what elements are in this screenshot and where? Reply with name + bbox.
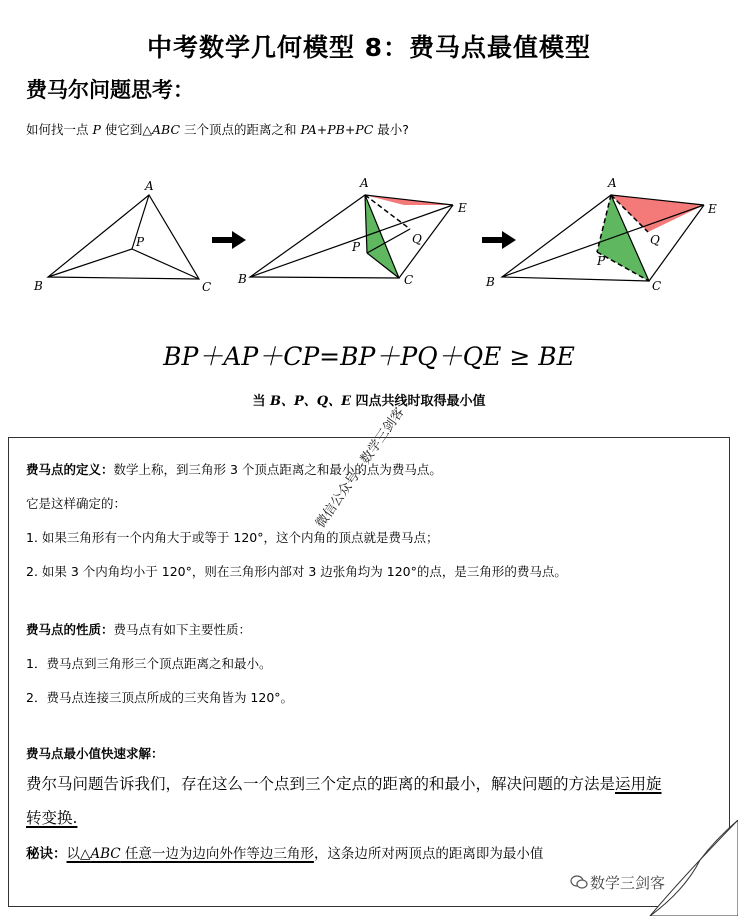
- label-C: C: [202, 280, 212, 294]
- label-B: B: [34, 279, 43, 293]
- question-text: 如何找一点 P 使它到△ABC 三个顶点的距离之和 PA+PB+PC 最小?: [26, 122, 409, 137]
- label-P: P: [352, 240, 361, 254]
- label-A: A: [608, 176, 617, 190]
- arrow-right-icon: [212, 231, 246, 249]
- label-P: P: [597, 254, 606, 268]
- brand-name: 数学三剑客: [590, 874, 666, 892]
- formula: BP＋AP＋CP=BP＋PQ＋QE ≥ BE: [163, 342, 575, 371]
- figure-1: [33, 179, 211, 294]
- label-E: E: [458, 201, 467, 215]
- triangle-figures: [0, 165, 738, 305]
- label-A: A: [360, 176, 369, 190]
- page-title: 中考数学几何模型 8：费马点最值模型: [146, 33, 592, 62]
- property-1: 1．费马点到三角形三个顶点距离之和最小。: [26, 656, 272, 671]
- quick-heading: 费马点最小值快速求解：: [26, 746, 164, 761]
- property-2: 2．费马点连接三顶点所成的三夹角皆为 120°。: [26, 690, 294, 705]
- arrow-right-icon: [482, 231, 516, 249]
- label-Q: Q: [412, 232, 422, 246]
- label-Q: Q: [650, 233, 660, 247]
- wechat-icon: [570, 874, 588, 890]
- collinear-note: 当 B、P、Q、E 四点共线时取得最小值: [252, 394, 486, 409]
- rule-2: 2. 如果 3 个内角均小于 120°，则在三角形内部对 3 边张角均为 120°的点，是三角形的费马点。: [26, 564, 567, 579]
- definition-line: 费马点的定义：数学上称，到三角形 3 个顶点距离之和最小的点为费马点。: [26, 462, 442, 477]
- rule-1: 1. 如果三角形有一个内角大于或等于 120°，这个内角的顶点就是费马点；: [26, 530, 439, 545]
- figure-2: [237, 176, 467, 287]
- section-heading: 费马尔问题思考：: [26, 78, 194, 102]
- quick-text-continued: 转变换.: [26, 809, 78, 827]
- label-B: B: [238, 272, 247, 286]
- secret-line: 秘诀：以△ABC 任意一边为边向外作等边三角形，这条边所对两顶点的距离即为最小值: [26, 846, 544, 862]
- label-A: A: [145, 179, 154, 193]
- property-line: 费马点的性质：费马点有如下主要性质：: [26, 622, 252, 637]
- label-C: C: [404, 273, 414, 287]
- determined-line: 它是这样确定的：: [26, 496, 127, 511]
- label-P: P: [136, 235, 145, 249]
- page-curl-icon: [640, 820, 738, 916]
- figure-3: [485, 176, 717, 293]
- quick-text: 费尔马问题告诉我们，存在这么一个点到三个定点的距离的和最小，解决问题的方法是运用旋: [26, 775, 662, 793]
- label-B: B: [486, 275, 495, 289]
- label-C: C: [652, 279, 662, 293]
- watermark-text: 微信公众号：数学三剑客: [313, 405, 408, 531]
- label-E: E: [708, 202, 717, 216]
